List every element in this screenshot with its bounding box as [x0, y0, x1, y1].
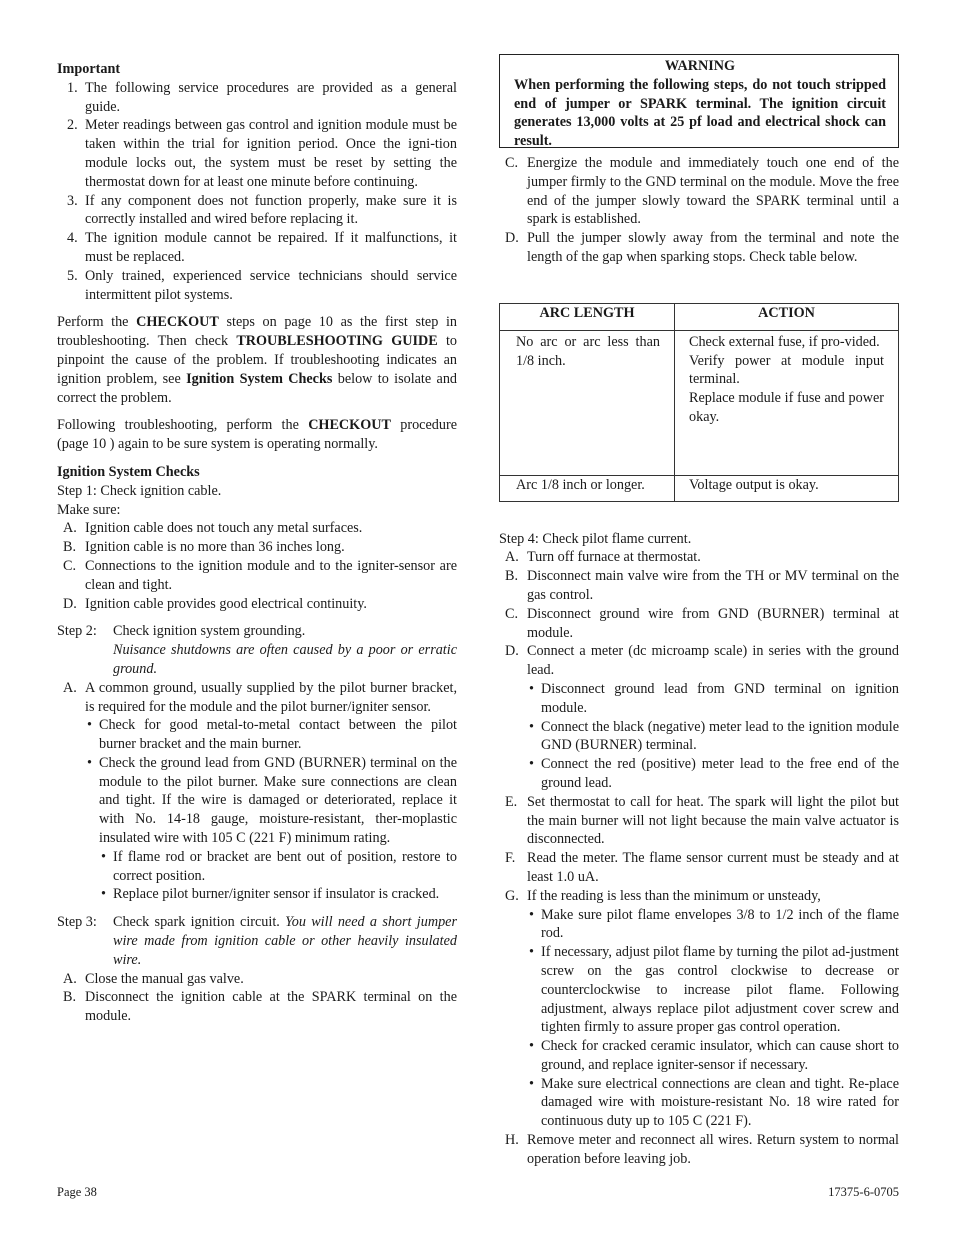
step2-title: Step 2: Check ignition system grounding. Nuisance shutdowns are often caused by a poor or erratic ground.: [57, 623, 457, 677]
important-item: 2. Meter readings between gas control and ignition module must be taken within the trial for ignition period. Once the igni-tion module locks out, the system must be reset by setting the thermostat down for at least one minute before continuing.: [67, 117, 457, 190]
important-item: 1. The following service procedures are provided as a general guide.: [67, 79, 457, 115]
step4-title: Step 4: Check pilot flame current.: [499, 530, 692, 547]
ignition-heading: Ignition System Checks: [57, 463, 200, 480]
step4-bullet: • Connect the red (positive) meter lead to the free end of the ground lead.: [529, 756, 899, 791]
step3-note: You will need a short jumper wire made from ignition cable or other heavily insulated wire.: [113, 914, 457, 968]
step4-item: B. Disconnect main valve wire from the TH or MV terminal on the gas control.: [505, 568, 899, 603]
step4-bullet: • Make sure pilot flame envelopes 3/8 to 1/2 inch of the flame rod.: [529, 906, 899, 942]
step1-item: B. Ignition cable is no more than 36 inches long.: [63, 539, 345, 556]
important-heading: Important: [57, 61, 121, 77]
step4-bullet: • Connect the black (negative) meter lead to the ignition module GND (BURNER) terminal.: [529, 718, 899, 754]
page-number: Page 38: [57, 1185, 97, 1199]
table-cell: Voltage output is okay.: [675, 475, 899, 501]
step3-title: Step 3: Check spark ignition circuit. You will need a short jumper wire made from ignition cable or other heavily insulated wire.: [57, 914, 457, 968]
step4-bullet: • Disconnect ground lead from GND terminal on ignition module.: [529, 680, 899, 716]
step2-sub-bullet: • Replace pilot burner/igniter sensor if insulator is cracked.: [101, 886, 440, 903]
step3-item: D. Pull the jumper slowly away from the terminal and note the length of the gap when sparking stops. Check table below.: [505, 230, 899, 265]
step4-bullet: • Check for cracked ceramic insulator, which can cause short to ground, and replace igniter-sensor if necessary.: [529, 1038, 899, 1073]
table-cell: Arc 1/8 inch or longer.: [500, 475, 675, 501]
step1-item: A. Ignition cable does not touch any metal surfaces.: [63, 520, 363, 537]
step4-item: G. If the reading is less than the minimum or unsteady,: [505, 887, 821, 904]
table-header-arc-length: ARC LENGTH: [500, 303, 675, 330]
make-sure-label: Make sure:: [57, 501, 121, 518]
step3-item: B. Disconnect the ignition cable at the SPARK terminal on the module.: [63, 989, 457, 1025]
step2-item-a: A. A common ground, usually supplied by the pilot burner bracket, is required for the module and the pilot burner/igniter sensor.: [63, 679, 457, 715]
left-column: [57, 60, 457, 1026]
step4-bullet: • Make sure electrical connections are clean and tight. Re-place damaged wire with moisture-resistant No. 18 wire rated for continuous duty up to 105 C (221 F).: [529, 1075, 899, 1130]
arc-length-table: [499, 303, 899, 502]
important-item: 5. Only trained, experienced service technicians should service intermittent pilot systems.: [67, 267, 457, 303]
step2-sub-bullet: • If flame rod or bracket are bent out of position, restore to correct position.: [101, 848, 457, 884]
step3-item: C. Energize the module and immediately touch one end of the jumper firmly to the GND terminal on the module. Move the free end of the jumper slowly toward the SPARK terminal until a spark is established.: [505, 155, 899, 228]
step4-item: H. Remove meter and reconnect all wires. Return system to normal operation before leaving job.: [505, 1132, 899, 1167]
step2-bullet: • Check for good metal-to-metal contact between the pilot burner bracket and the main burner.: [87, 717, 457, 753]
warning-box: [499, 54, 899, 148]
important-item: 3. If any component does not function properly, make sure it is correctly installed and wired before replacing it.: [67, 192, 457, 228]
step4-item: F. Read the meter. The flame sensor current must be steady and at least 1.0 uA.: [505, 850, 899, 885]
step4-bullet: • If necessary, adjust pilot flame by turning the pilot ad-justment screw on the gas control clockwise to decrease or counterclockwise to increase pilot flame. Following adjustment, always replace pilot adjustment cover screw and tighten firmly to assure proper gas control operation.: [529, 944, 899, 1036]
step4-item: C. Disconnect ground wire from GND (BURNER) terminal at module.: [505, 605, 899, 641]
important-item: 4. The ignition module cannot be repaired. If it malfunctions, it must be replaced.: [67, 230, 457, 265]
table-cell: Check external fuse, if pro-vided. Verify power at module input terminal. Replace module if fuse and power okay.: [675, 330, 899, 475]
step4-item: A. Turn off furnace at thermostat.: [505, 549, 701, 566]
warning-title: WARNING: [664, 58, 736, 74]
step2-bullet: • Check the ground lead from GND (BURNER) terminal on the module to the pilot burner. Make sure connections are clean and tight. If the wire is damaged or deteriorated, replace it with No. 14-18 gauge, moisture-resistant, ther-moplastic insulated wire with 105 C (221 F) minimum rating.: [87, 754, 457, 847]
following-paragraph: Following troubleshooting, perform the CHECKOUT procedure (page 10 ) again to be sure system is operating normally.: [57, 417, 457, 453]
step4-item: D. Connect a meter (dc microamp scale) in series with the ground lead.: [505, 643, 899, 679]
right-column: [499, 54, 899, 1169]
perform-paragraph: Perform the CHECKOUT steps on page 10 as the first step in troubleshooting. Then check TROUBLESHOOTING GUIDE to pinpoint the cause of the problem. If troubleshooting indicates an ignition problem, see Ignition System Checks below to isolate and correct the problem.: [57, 314, 458, 406]
step1-item: D. Ignition cable provides good electrical continuity.: [63, 595, 367, 612]
warning-text: When performing the following steps, do not touch stripped end of jumper or SPARK terminal. The ignition circuit generates 13,000 volts at 25 pf load and electrical shock can result.: [514, 76, 886, 150]
step1-item: C. Connections to the ignition module and to the igniter-sensor are clean and tight.: [63, 557, 457, 593]
table-header-action: ACTION: [675, 303, 899, 330]
document-number: 17375-6-0705: [828, 1185, 899, 1199]
step3-item: A. Close the manual gas valve.: [63, 970, 244, 987]
step1-title: Step 1: Check ignition cable.: [57, 482, 222, 499]
step2-note: Nuisance shutdowns are often caused by a poor or erratic ground.: [113, 642, 457, 677]
table-cell: No arc or arc less than 1/8 inch.: [500, 330, 675, 475]
step4-item: E. Set thermostat to call for heat. The spark will light the pilot but the main burner will not light because the main valve actuator is disconnected.: [505, 793, 899, 848]
